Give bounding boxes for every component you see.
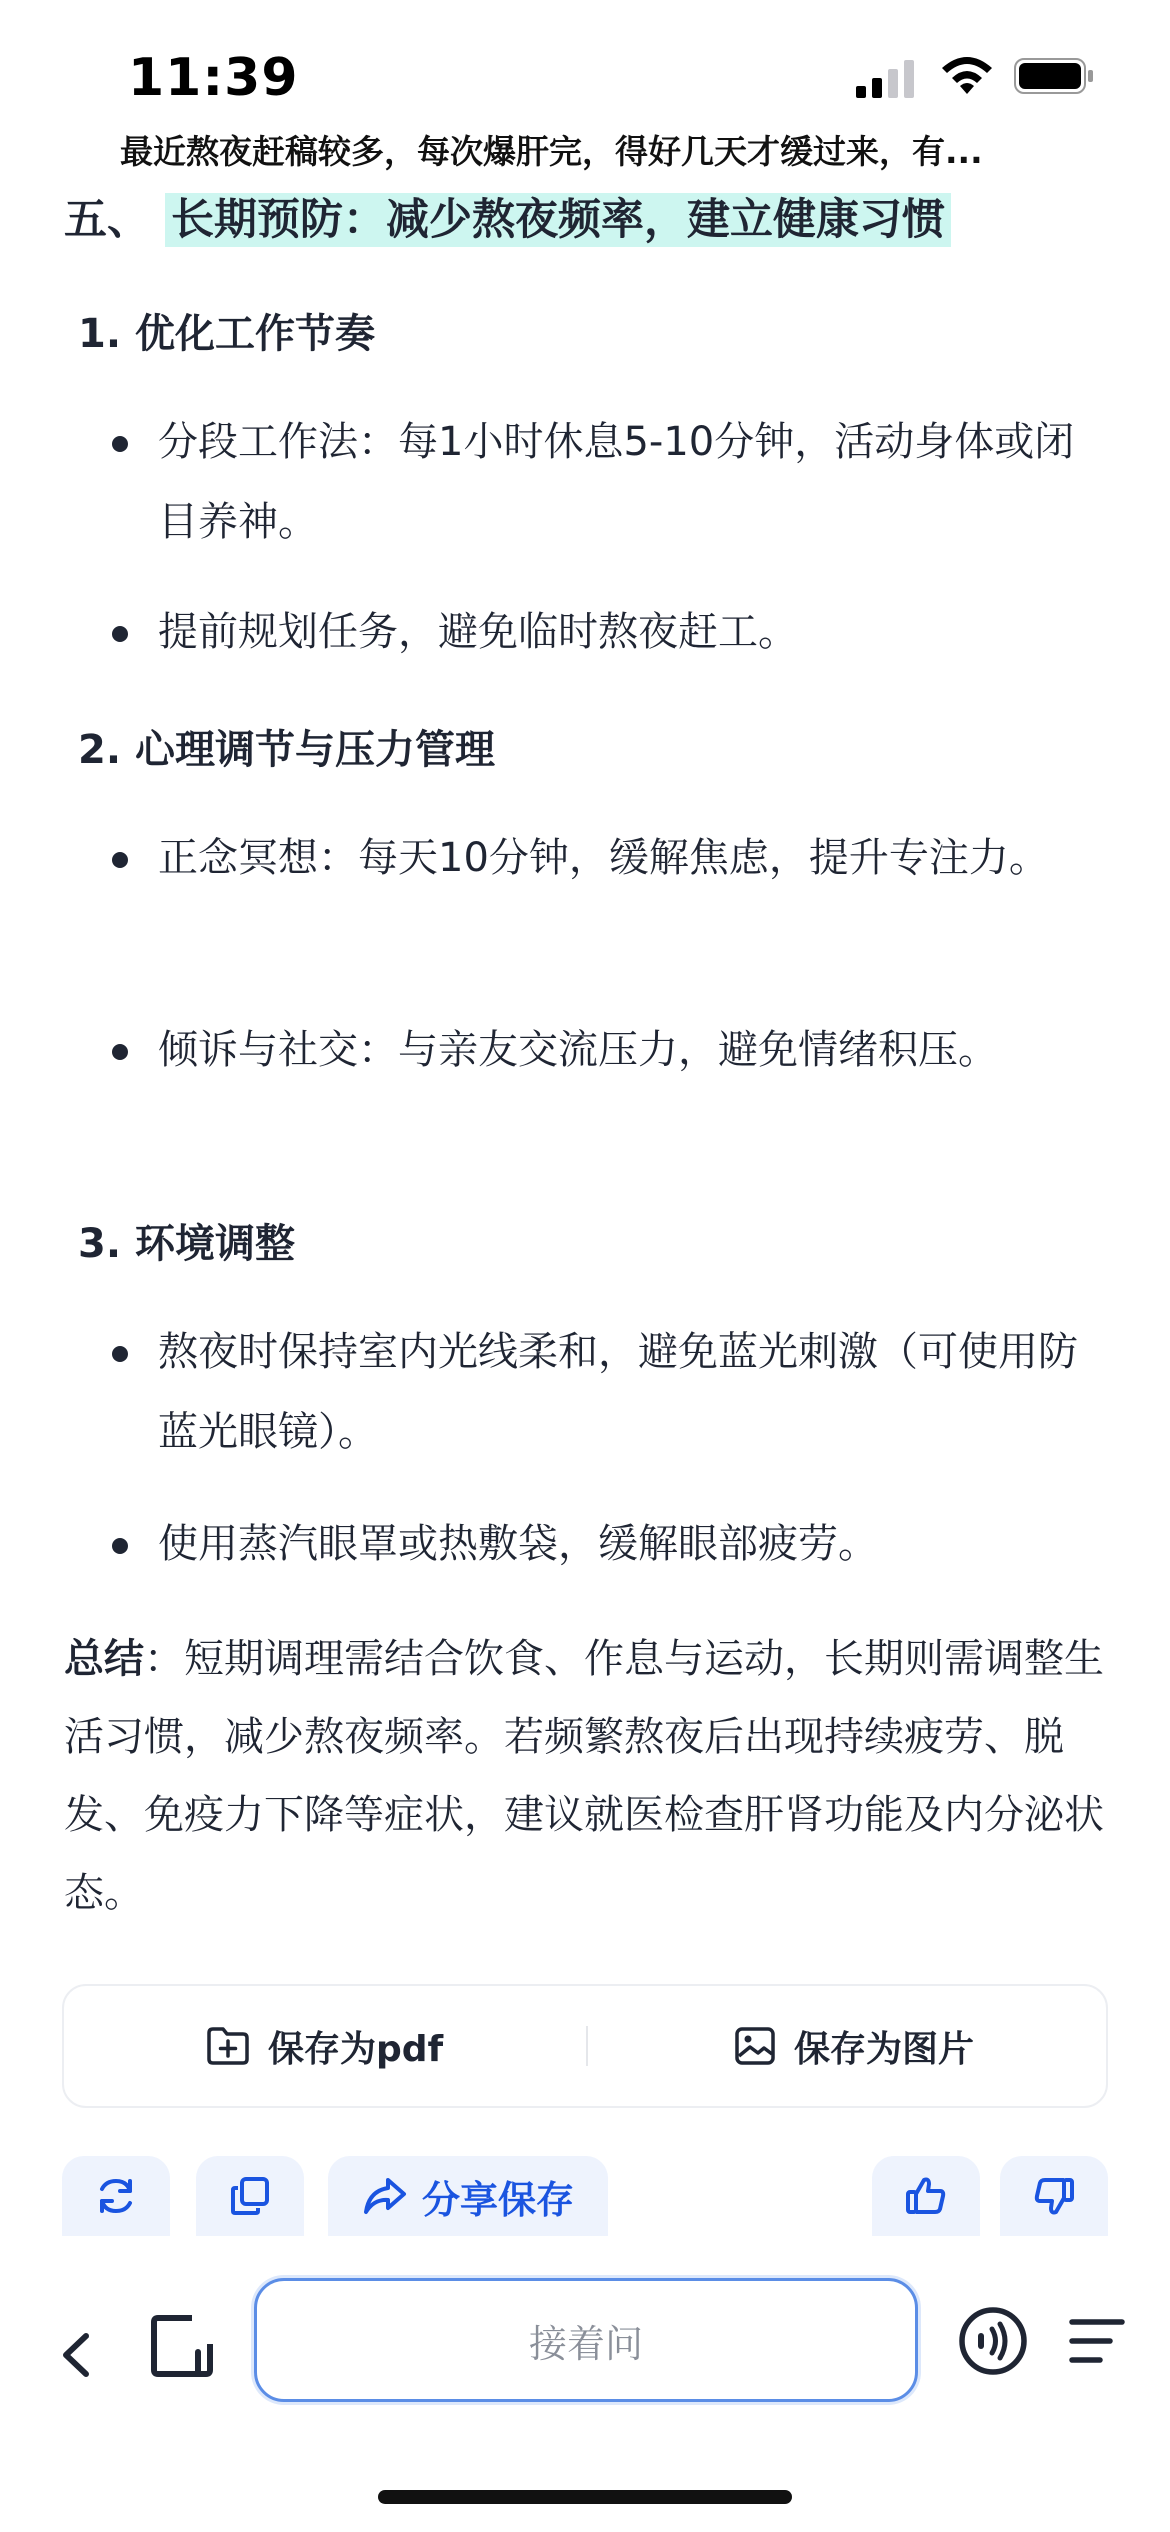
subsection-title: 1. 优化工作节奏	[78, 311, 375, 357]
save-as-pdf-label: 保存为pdf	[268, 2028, 444, 2070]
save-as-image-button[interactable]	[734, 1986, 974, 2106]
status-time: 11:39	[128, 48, 299, 108]
thumbs-down-icon	[1032, 2174, 1076, 2218]
bullet-dot-icon	[112, 1044, 128, 1060]
copy-button[interactable]	[196, 2156, 304, 2236]
refresh-icon	[94, 2174, 138, 2218]
section-heading	[64, 186, 951, 247]
bullet-item: 熬夜时保持室内光线柔和，避免蓝光刺激（可使用防蓝光眼镜）。	[158, 1329, 1078, 1455]
folder-add-icon	[206, 2025, 250, 2067]
bullet-item: 分段工作法：每1小时休息5-10分钟，活动身体或闭目养神。	[158, 419, 1075, 545]
like-button[interactable]	[872, 2156, 980, 2236]
subsection-title: 3. 环境调整	[78, 1221, 295, 1267]
save-divider	[586, 2026, 588, 2066]
regenerate-button[interactable]	[62, 2156, 170, 2236]
save-options-card	[62, 1984, 1108, 2108]
new-chat-icon[interactable]	[150, 2314, 214, 2378]
share-save-label: 分享保存	[421, 2177, 574, 2222]
section-number: 五、	[64, 195, 150, 245]
bullet-item: 使用蒸汽眼罩或热敷袋，缓解眼部疲劳。	[158, 1521, 878, 1567]
back-chevron-icon[interactable]	[50, 2320, 100, 2390]
image-icon	[734, 2026, 776, 2066]
bullet-item: 倾诉与社交：与亲友交流压力，避免情绪积压。	[158, 1027, 998, 1073]
bullet-item: 正念冥想：每天10分钟，缓解焦虑，提升专注力。	[158, 835, 1049, 881]
save-as-pdf-button[interactable]	[206, 1986, 443, 2106]
subsection-title: 2. 心理调节与压力管理	[78, 727, 495, 773]
bullet-dot-icon	[112, 1538, 128, 1554]
voice-call-icon[interactable]	[958, 2306, 1028, 2376]
menu-icon[interactable]	[1068, 2316, 1126, 2366]
copy-icon	[229, 2175, 271, 2217]
section-heading-highlight: 长期预防：减少熬夜频率，建立健康习惯	[165, 193, 951, 247]
battery-icon	[1014, 58, 1094, 94]
bottom-bar	[0, 2236, 1170, 2532]
question-title[interactable]: 最近熬夜赶稿较多，每次爆肝完，得好几天才缓过来，有...	[120, 132, 983, 171]
cellular-signal-icon	[856, 58, 916, 98]
bullet-dot-icon	[112, 852, 128, 868]
bullet-item: 提前规划任务，避免临时熬夜赶工。	[158, 609, 798, 655]
status-bar	[0, 0, 1170, 130]
home-indicator	[378, 2490, 792, 2504]
bullet-dot-icon	[112, 626, 128, 642]
summary-text: ：短期调理需结合饮食、作息与运动，长期则需调整生活习惯，减少熬夜频率。若频繁熬夜后出现持续疲劳、脱发、免疫力下降等症状，建议就医检查肝肾功能及内分泌状态。	[64, 1636, 1104, 1916]
dislike-button[interactable]	[1000, 2156, 1108, 2236]
bullet-dot-icon	[112, 1346, 128, 1362]
save-as-image-label: 保存为图片	[794, 2028, 975, 2070]
share-icon	[362, 2175, 408, 2217]
share-save-button[interactable]	[328, 2156, 608, 2236]
bullet-dot-icon	[112, 436, 128, 452]
wifi-icon	[938, 52, 996, 98]
summary-paragraph	[64, 1620, 1110, 1932]
thumbs-up-icon	[904, 2174, 948, 2218]
summary-label: 总结	[64, 1636, 144, 1682]
follow-up-input[interactable]: 接着问	[254, 2278, 918, 2402]
